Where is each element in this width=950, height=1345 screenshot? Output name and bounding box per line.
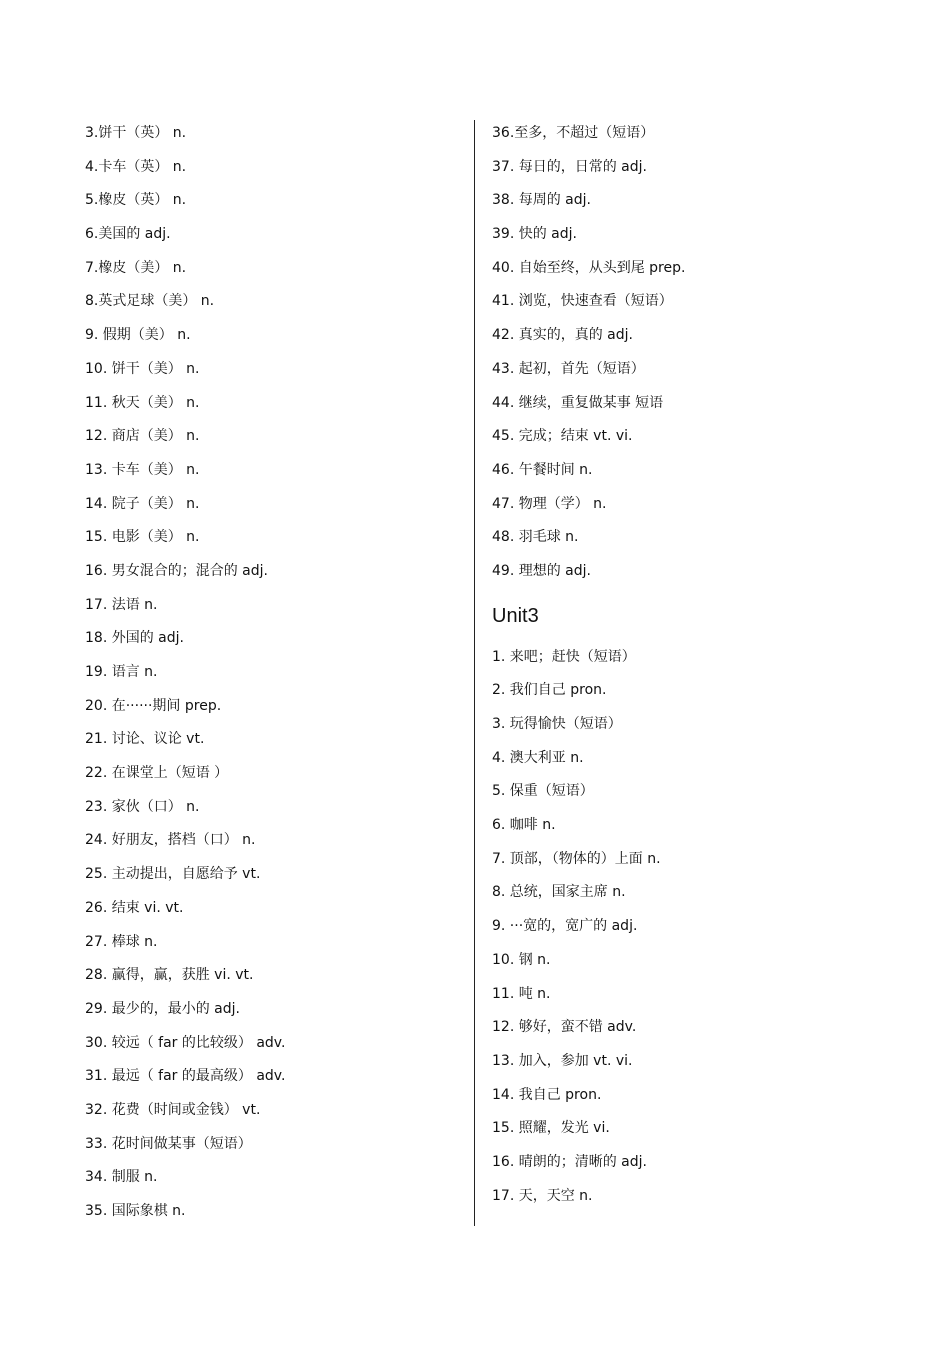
- vocab-entry: 14. 院子（美） n.: [85, 495, 200, 512]
- left-vocab-column: [85, 117, 465, 1229]
- vocab-entry: 18. 外国的 adj.: [85, 630, 184, 647]
- vocab-entry: 21. 讨论、议论 vt.: [85, 731, 205, 748]
- vocab-entry: 44. 继续，重复做某事 短语: [492, 394, 664, 411]
- vocab-entry: 41. 浏览，快速查看（短语）: [492, 293, 673, 310]
- vocab-entry: 16. 晴朗的；清晰的 adj.: [492, 1153, 647, 1170]
- vocab-entry: 22. 在课堂上（短语 ）: [85, 765, 229, 782]
- vocab-entry: 17. 天，天空 n.: [492, 1187, 593, 1204]
- vocab-entry: 4.卡车（英） n.: [85, 158, 187, 175]
- vocab-entry: 5.橡皮（英） n.: [85, 192, 187, 209]
- vocab-entry: 30. 较远（ far 的比较级） adv.: [85, 1034, 286, 1051]
- vocab-entry: 12. 商店（美） n.: [85, 428, 200, 445]
- vocab-entry: 17. 法语 n.: [85, 596, 158, 613]
- vocab-entry: 16. 男女混合的；混合的 adj.: [85, 562, 268, 579]
- vocab-entry: 46. 午餐时间 n.: [492, 461, 593, 478]
- vocab-entry: 42. 真实的，真的 adj.: [492, 327, 633, 344]
- vocab-entry: 19. 语言 n.: [85, 664, 158, 680]
- vocab-entry: 11. 秋天（美） n.: [85, 394, 200, 411]
- vocab-entry: 23. 家伙（口） n.: [85, 798, 200, 815]
- vocab-entry: 9. 假期（美） n.: [85, 327, 191, 344]
- vocab-entry: 43. 起初，首先（短语）: [492, 360, 645, 377]
- vocab-entry: 47. 物理（学） n.: [492, 495, 607, 512]
- vocab-entry: 2. 我们自己 pron.: [492, 682, 607, 699]
- vocab-entry: 35. 国际象棋 n.: [85, 1203, 186, 1219]
- vocab-entry: 13. 卡车（美） n.: [85, 461, 200, 478]
- vocab-entry: 25. 主动提出，自愿给予 vt.: [85, 866, 261, 883]
- vocab-entry: 7. 顶部，（物体的）上面 n.: [492, 850, 661, 867]
- vocab-entry: 33. 花时间做某事（短语）: [85, 1135, 252, 1152]
- vocab-entry: 5. 保重（短语）: [492, 783, 594, 800]
- vocab-entry: 38. 每周的 adj.: [492, 192, 591, 209]
- vocab-entry: 14. 我自己 pron.: [492, 1086, 602, 1103]
- vocab-entry: 4. 澳大利亚 n.: [492, 749, 584, 766]
- vocab-entry: 34. 制服 n.: [85, 1169, 158, 1186]
- unit-heading: Unit3: [492, 604, 539, 627]
- vocab-entry: 13. 加入，参加 vt. vi.: [492, 1052, 633, 1069]
- vocab-entry: 45. 完成；结束 vt. vi.: [492, 428, 633, 445]
- vocab-entry: 36.至多，不超过（短语）: [492, 125, 655, 141]
- vocab-entry: 8.英式足球（美） n.: [85, 293, 215, 310]
- vocab-entry: 3.饼干（英） n.: [85, 125, 187, 141]
- vocab-entry: 3. 玩得愉快（短语）: [492, 716, 622, 732]
- vocab-entry: 11. 吨 n.: [492, 985, 551, 1002]
- vocab-entry: 48. 羽毛球 n.: [492, 529, 579, 546]
- vocab-entry: 10. 饼干（美） n.: [85, 360, 200, 377]
- vocab-entry: 27. 棒球 n.: [85, 933, 158, 950]
- vocab-entry: 31. 最远（ far 的最高级） adv.: [85, 1068, 286, 1085]
- vocab-entry: 49. 理想的 adj.: [492, 562, 591, 579]
- vocab-entry: 32. 花费（时间或金钱） vt.: [85, 1101, 261, 1118]
- column-divider: [474, 120, 475, 1226]
- vocab-entry: 37. 每日的，日常的 adj.: [492, 158, 647, 175]
- vocab-entry: 15. 照耀，发光 vi.: [492, 1120, 610, 1137]
- vocab-entry: 20. 在······期间 prep.: [85, 697, 222, 714]
- vocab-entry: 24. 好朋友，搭档（口） n.: [85, 832, 256, 849]
- vocab-entry: 7.橡皮（美） n.: [85, 259, 187, 276]
- vocab-entry: 9. ···宽的，宽广的 adj.: [492, 918, 638, 935]
- vocab-entry: 1. 来吧；赶快（短语）: [492, 648, 636, 665]
- vocab-entry: 6.美国的 adj.: [85, 226, 171, 243]
- vocab-entry: 40. 自始至终，从头到尾 prep.: [492, 259, 686, 276]
- vocab-entry: 39. 快的 adj.: [492, 226, 577, 243]
- vocab-entry: 8. 总统，国家主席 n.: [492, 884, 626, 901]
- vocab-entry: 12. 够好，蛮不错 adv.: [492, 1019, 637, 1036]
- vocab-entry: 6. 咖啡 n.: [492, 817, 556, 834]
- vocab-entry: 26. 结束 vi. vt.: [85, 899, 184, 916]
- vocab-entry: 10. 钢 n.: [492, 951, 551, 968]
- vocab-entry: 28. 赢得，赢，获胜 vi. vt.: [85, 967, 254, 984]
- vocab-entry: 15. 电影（美） n.: [85, 529, 200, 546]
- right-vocab-column: [492, 117, 892, 1213]
- vocab-entry: 29. 最少的，最小的 adj.: [85, 1000, 240, 1017]
